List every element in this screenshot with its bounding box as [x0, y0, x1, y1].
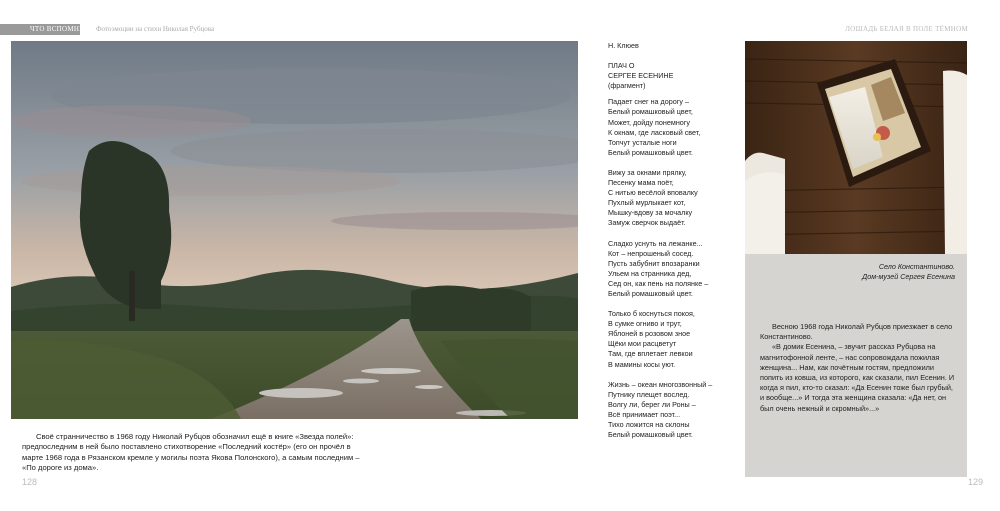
poem-line: Белый ромашковый цвет.	[608, 147, 693, 157]
left-caption-paragraph: Своё странничество в 1968 году Николай Рубцов обозначил ещё в книге «Звезда полей»: предпоследним в ней было поставлено стихотворение «Последний костёр» (его он прочёл в марте 1968 года в Рязанском кремле у могилы поэта Якова Полонского), а самым последним – «По дороге из дома».	[22, 432, 360, 473]
right-body-text	[760, 322, 956, 414]
poem-line: Всё принимает поэт...	[608, 409, 681, 419]
poem-line: Мышку-вдову за мочалку	[608, 208, 693, 218]
poem-title-line: СЕРГЕЕ ЕСЕНИНЕ	[608, 71, 674, 81]
header-right-title: ЛОШАДЬ БЕЛАЯ В ПОЛЕ ТЁМНОМ	[845, 25, 968, 33]
poem-line: Белый ромашковый цвет,	[608, 107, 693, 117]
poem-line: Может, дойду понемногу	[608, 117, 691, 127]
poem-line: Сед он, как пень на полянке –	[608, 278, 709, 288]
poem-line: К окнам, где ласковый свет,	[608, 127, 701, 137]
poem-line: Замуж сверчок выдаёт.	[608, 218, 686, 228]
photo-caption	[760, 262, 955, 282]
left-caption	[22, 432, 362, 474]
poem-line: Там, где вплетает левкои	[608, 349, 693, 359]
poem-line: Сладко уснуть на лежанке...	[608, 238, 703, 248]
poem-line: Ульем на странника дед,	[608, 268, 692, 278]
poem-line: Тихо ложится на склоны	[608, 420, 690, 429]
poem-stanza	[608, 380, 736, 441]
poem-stanza	[608, 309, 736, 370]
poem-line: Жизнь – океан многозвонный –	[608, 379, 713, 389]
museum-interior-photo	[745, 41, 967, 254]
header-left-subtitle: Фотоэмоции на стихи Николая Рубцова	[96, 25, 215, 33]
poem-title-line: (фрагмент)	[608, 81, 646, 91]
poem-line: Падает снег на дорогу –	[608, 97, 689, 107]
poem-line: Пусть забубнит впозаранки	[608, 258, 700, 268]
right-paragraph: Весною 1968 года Николай Рубцов приезжает в село Константиново.	[760, 322, 953, 342]
poem-title-line: ПЛАЧ О	[608, 61, 635, 71]
poem-stanza	[608, 239, 736, 300]
poem-line: С нитью весёлой вповалку	[608, 188, 698, 198]
poem-line: Только б коснуться покоя,	[608, 309, 695, 319]
poem-line: Кот – непрошеный сосед.	[608, 248, 694, 258]
poem-line: В мамины косы уют.	[608, 359, 676, 369]
header-left-title: ЧТО ВСПОМНЮ Я?	[30, 25, 98, 33]
poem-line: В сумке огниво и трут,	[608, 319, 682, 329]
poem-line: Вижу за окнами прялку,	[608, 167, 687, 177]
photo-caption-line: Село Константиново.	[878, 262, 955, 271]
page-number-right: 129	[968, 477, 984, 487]
poem-author: Н. Клюев	[608, 41, 639, 50]
poem	[608, 41, 736, 450]
poem-line: Путнику плещет вослед.	[608, 389, 690, 399]
poem-line: Белый ромашковый цвет.	[608, 430, 693, 440]
poem-line: Пухлый мурлыкает кот,	[608, 198, 686, 208]
poem-stanza	[608, 168, 736, 229]
poem-line: Белый ромашковый цвет.	[608, 288, 693, 298]
poem-line: Яблоней в розовом зное	[608, 329, 691, 339]
poem-line: Топчут усталые ноги	[608, 137, 677, 147]
poem-line: Щёки мои расцветут	[608, 339, 677, 349]
landscape-photo	[11, 41, 578, 419]
poem-stanza	[608, 97, 736, 158]
poem-title	[608, 61, 736, 91]
right-paragraph: «В домик Есенина, – звучит рассказ Рубцова на магнитофонной ленте, – нас сопровождала пожилая женщина... Нам, как почётным гостям, предложили попить из ковша, из которого, как сказали, пил Есенин. И когда я пил, кто-то сказал: «Да Есенин тоже был грубый, и вообще...» И тогда эта женщина сказала: «Да нет, он был очень нежный и скромный»...»	[760, 342, 955, 413]
photo-caption-line: Дом-музей Сергея Есенина	[862, 272, 955, 282]
poem-line: Песенку мама поёт,	[608, 178, 674, 188]
page-number-left: 128	[22, 477, 38, 487]
poem-line: Волгу ли, берег ли Роны –	[608, 399, 696, 409]
